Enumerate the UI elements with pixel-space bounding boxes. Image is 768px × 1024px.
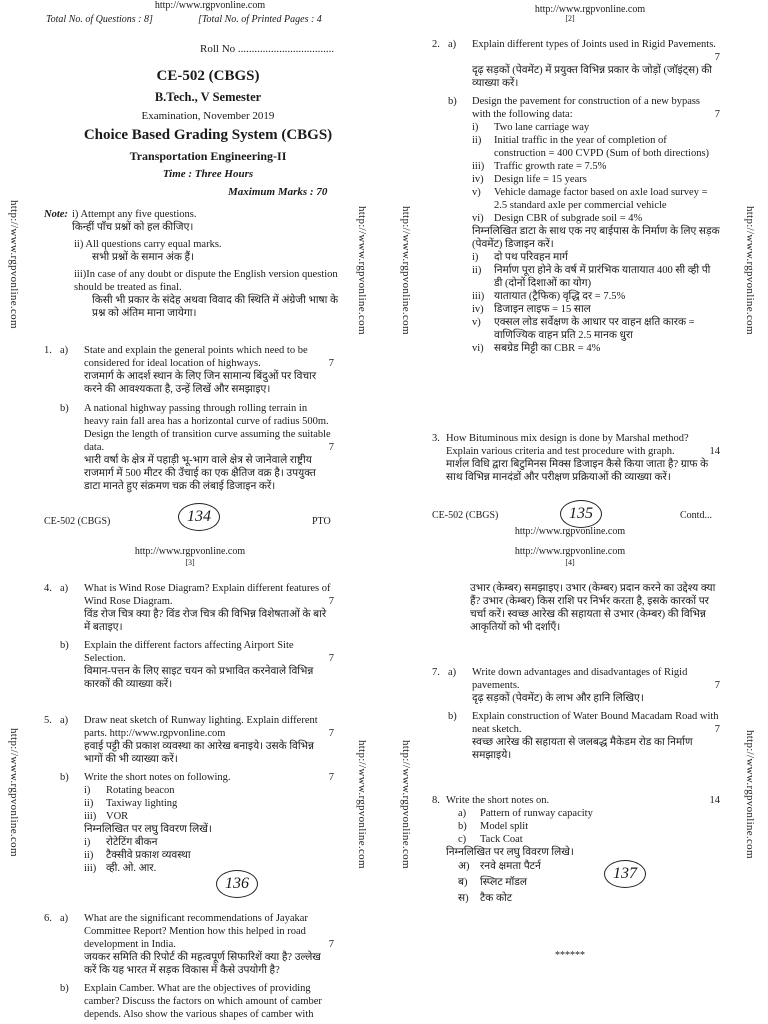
q5a-marks: 7 — [328, 728, 334, 739]
q8-marks: 14 — [709, 795, 720, 806]
q2a-hindi: दृढ़ सड़कों (पेवमेंट) में प्रयुक्त विभिन्न प्रकार के जोड़ों (जॉइंट्स) की व्याख्या करें। — [472, 65, 712, 89]
list-item: v) Vehicle damage factor based on axle load survey = 2.5 standard axle per commercial vehicle — [472, 187, 708, 211]
question-2 — [432, 38, 720, 355]
q2-number: 2. — [432, 39, 440, 50]
subject-title: Transportation Engineering-II — [129, 149, 287, 163]
list-item: ब) स्प्लिट मॉडल — [458, 877, 527, 888]
q7b-marks: 7 — [714, 724, 720, 735]
q5b-hindi-list — [84, 836, 334, 875]
question-8 — [432, 794, 720, 907]
list-item: i) रोटेटिंग बीकन — [84, 837, 158, 848]
side-url: http://www.rgpvonline.com — [744, 206, 756, 335]
page2-number: [2] — [565, 14, 575, 23]
q1b-hindi: भारी वर्षा के क्षेत्र में पहाड़ी भू-भाग वाले क्षेत्र से जानेवाले राष्ट्रीय राजमार्ग में 500 मीटर की उँचाई का एक क्षैतिज वक्र है। उपयुक्त डाटा मानते हुए संक्रमण चक्र की लंबाई डिजाइन करें। — [84, 455, 316, 492]
q1a-text: State and explain the general points which need to be considered for ideal location of highways. — [84, 345, 308, 369]
list-item: ii) Taxiway lighting — [84, 798, 178, 809]
q7a-text: Write down advantages and disadvantages of Rigid pavements. — [472, 667, 688, 691]
q2b-marks: 7 — [714, 109, 720, 120]
question-3 — [432, 432, 720, 484]
handwritten-page-number: 135 — [560, 500, 602, 528]
page4-url: http://www.rgpvonline.com — [514, 546, 626, 557]
q5b-key: b) — [60, 772, 69, 783]
list-item: iii) Traffic growth rate = 7.5% — [472, 161, 607, 172]
q2b-data-list — [472, 121, 720, 225]
q6b-key: b) — [60, 983, 69, 994]
q8-hindi-list — [446, 859, 720, 907]
note-i-hindi: किन्हीं पाँच प्रश्नों को हल कीजिए। — [72, 222, 194, 233]
q4b-hindi: विमान-पत्तन के लिए साइट चयन को प्रभावित करनेवाले विभिन्न कारकों की व्याख्या करें। — [84, 666, 314, 690]
list-item: c) Tack Coat — [458, 834, 523, 845]
q8-number: 8. — [432, 795, 440, 806]
side-url: http://www.rgpvonline.com — [356, 206, 368, 335]
q6a-key: a) — [60, 913, 69, 924]
q7b-key: b) — [448, 711, 457, 722]
list-item: vi) Design CBR of subgrade soil = 4% — [472, 213, 643, 224]
list-item: iv) Design life = 15 years — [472, 174, 587, 185]
q5a-hindi: हवाई पट्टी की प्रकाश व्यवस्था का आरेख बनाइये। उसके विभिन्न भागों की भी व्याख्या करें। — [84, 741, 314, 765]
page3-number: [3] — [185, 558, 195, 567]
question-7 — [432, 666, 720, 762]
q1b-marks: 7 — [328, 442, 334, 453]
roll-no: Roll No ................................... — [200, 43, 335, 55]
total-questions: Total No. of Questions : 8] — [46, 14, 153, 25]
side-url: http://www.rgpvonline.com — [8, 200, 20, 329]
q7a-key: a) — [448, 667, 457, 678]
total-pages: [Total No. of Printed Pages : 4 — [198, 14, 322, 25]
list-item: iii) यातायात (ट्रैफिक) वृद्धि दर = 7.5% — [472, 291, 626, 302]
page1-footer-pto: PTO — [312, 516, 331, 527]
list-item: i) दो पथ परिवहन मार्ग — [472, 252, 568, 263]
q4a-key: a) — [60, 583, 69, 594]
q6b-hindi-continued: उभार (केम्बर) समझाइए। उभार (केम्बर) प्रदान करने का उद्देश्य क्या हैं? उभार (केम्बर) किस राशि पर निर्भर करता है, इसके कारकों पर चर्चा करें। स्वच्छ आरेख की सहायता से उभार (केम्बर) की विभिन्न आकृतियों को भी दर्शाएँ। — [470, 583, 716, 633]
list-item: vi) सबग्रेड मिट्टी का CBR = 4% — [472, 343, 601, 354]
side-url: http://www.rgpvonline.com — [400, 206, 412, 335]
q5b-list — [84, 784, 334, 823]
course-code: CE-502 (CBGS) — [156, 68, 260, 84]
q1-number: 1. — [44, 345, 52, 356]
q1a-hindi: राजमार्ग के आदर्श स्थान के लिए जिन सामान्य बिंदुओं पर विचार करने की आवश्यकता है, उन्हें लिखें और समझाइए। — [84, 371, 317, 395]
note-iii-hindi: किसी भी प्रकार के संदेह अथवा विवाद की स्थिति में अंग्रेजी भाषा के प्रश्न को अंतिम माना जायेगा। — [92, 295, 339, 319]
end-marker: ****** — [555, 950, 585, 961]
list-item: b) Model split — [458, 821, 529, 832]
q5b-marks: 7 — [328, 772, 334, 783]
note-label: Note: — [44, 209, 68, 220]
q8-text: Write the short notes on. — [446, 795, 550, 806]
page2-url: http://www.rgpvonline.com — [534, 4, 646, 15]
q2a-key: a) — [448, 39, 457, 50]
question-4 — [44, 582, 334, 691]
q3-marks: 14 — [709, 446, 720, 457]
side-url: http://www.rgpvonline.com — [400, 740, 412, 869]
q4a-hindi: विंड रोज चित्र क्या है? विंड रोज चित्र की विभिन्न विशेषताओं के बारे में बताइए। — [84, 609, 327, 633]
q2b-hindi-list — [472, 251, 720, 355]
q2a-marks: 7 — [714, 52, 720, 63]
side-url: http://www.rgpvonline.com — [744, 730, 756, 859]
q6a-marks: 7 — [328, 939, 334, 950]
q5b-hindi: निम्नलिखित पर लघु विवरण लिखें। — [84, 824, 212, 835]
note-ii-hindi: सभी प्रश्नों के समान अंक हैं। — [92, 252, 195, 263]
question-1 — [44, 344, 334, 493]
side-url: http://www.rgpvonline.com — [356, 740, 368, 869]
q1b-key: b) — [60, 403, 69, 414]
q2b-text: Design the pavement for construction of a new bypass with the following data: — [472, 96, 701, 120]
q7b-text: Explain construction of Water Bound Macadam Road with neat sketch. — [472, 711, 719, 735]
q1a-key: a) — [60, 345, 69, 356]
q6-number: 6. — [44, 913, 52, 924]
q7-number: 7. — [432, 667, 440, 678]
q3-text: How Bituminous mix design is done by Marshal method? Explain various criteria and test procedure with graph. — [446, 433, 689, 457]
q6b-text: Explain Camber. What are the objectives of providing camber? Discuss the factors on which amount of camber depends. Also show the various shapes of camber with — [84, 983, 322, 1020]
q5b-text: Write the short notes on following. — [84, 772, 231, 783]
list-item: ii) निर्माण पूरा होने के वर्ष में प्रारंभिक यातायात 400 सी व्ही पी डी (दोनों दिशाओं का योग) — [472, 265, 711, 289]
note-i: i) Attempt any five questions. — [72, 209, 197, 220]
q4-number: 4. — [44, 583, 52, 594]
page1-footer-code: CE-502 (CBGS) — [44, 516, 111, 527]
q4b-key: b) — [60, 640, 69, 651]
page2-footer-code: CE-502 (CBGS) — [432, 510, 499, 521]
list-item: i) Two lane carriage way — [472, 122, 590, 133]
page1-url: http://www.rgpvonline.com — [154, 0, 266, 11]
q3-number: 3. — [432, 433, 440, 444]
q2b-key: b) — [448, 96, 457, 107]
q4a-marks: 7 — [328, 596, 334, 607]
list-item: i) Rotating beacon — [84, 785, 175, 796]
list-item: iii) व्ही. ओ. आर. — [84, 863, 157, 874]
q6a-text: What are the significant recommendations of Jayakar Committee Report? Mention how this helped in road development in India. — [84, 913, 308, 950]
q7b-hindi: स्वच्छ आरेख की सहायता से जलबद्ध मैकेडम रोड का निर्माण समझाइये। — [472, 737, 693, 761]
q7a-marks: 7 — [714, 680, 720, 691]
question-6 — [44, 912, 334, 1021]
side-url: http://www.rgpvonline.com — [8, 728, 20, 857]
q7a-hindi: दृढ़ सड़कों (पेवमेंट) के लाभ और हानि लिखिए। — [472, 693, 644, 704]
q1b-text: A national highway passing through rolling terrain in heavy rain fall area has a horizontal curve of radius 500m. Design the length of transition curve assuming the suitable data. — [84, 403, 331, 453]
handwritten-page-number: 134 — [178, 503, 220, 531]
q2b-hindi: निम्नलिखित डाटा के साथ एक नए बाईपास के निर्माण के लिए सड़क (पेवमेंट) डिजाइन करें। — [472, 226, 720, 250]
page4-number: [4] — [565, 558, 575, 567]
course-name: B.Tech., V Semester — [154, 90, 262, 104]
list-item: अ) रनवे क्षमता पैटर्न — [458, 861, 541, 872]
list-item: a) Pattern of runway capacity — [458, 808, 593, 819]
page2-bottom-url: http://www.rgpvonline.com — [514, 526, 626, 537]
q2a-text: Explain different types of Joints used in Rigid Pavements. — [472, 39, 716, 50]
q5a-key: a) — [60, 715, 69, 726]
max-marks: Maximum Marks : 70 — [228, 186, 328, 198]
time-allowed: Time : Three Hours — [162, 168, 254, 180]
list-item: स) टैक कोट — [458, 893, 513, 904]
handwritten-page-number: 137 — [604, 860, 646, 888]
list-item: ii) टैक्सीवे प्रकाश व्यवस्था — [84, 850, 191, 861]
q5-number: 5. — [44, 715, 52, 726]
list-item: iv) डिजाइन लाइफ = 15 साल — [472, 304, 591, 315]
handwritten-page-number: 136 — [216, 870, 258, 898]
list-item: ii) Initial traffic in the year of completion of construction = 400 CVPD (Sum of both directions) — [472, 135, 710, 159]
q8-list — [446, 807, 720, 846]
q8-hindi: निम्नलिखित पर लघु विवरण लिखे। — [446, 847, 574, 858]
q5a-text: Draw neat sketch of Runway lighting. Explain different parts. http://www.rgpvonline.com — [84, 715, 318, 739]
question-5 — [44, 714, 334, 875]
list-item: iii) VOR — [84, 811, 129, 822]
q4b-marks: 7 — [328, 653, 334, 664]
q3-hindi: मार्शल विधि द्वारा बिटुमिनस मिक्स डिजाइन कैसे किया जाता है? ग्राफ के साथ विभिन्न मानदंडों और परीक्षण प्रक्रियाओं की व्याख्या करें। — [446, 459, 709, 483]
q4b-text: Explain the different factors affecting Airport Site Selection. — [84, 640, 294, 664]
q6a-hindi: जयकर समिति की रिपोर्ट की महत्वपूर्ण सिफारिशें क्या है? उल्लेख करें कि यह भारत में सड़क विकास में कैसे उपयोगी है? — [84, 952, 321, 976]
note-iii: iii)In case of any doubt or dispute the English version question should be treated as final. — [74, 269, 338, 293]
note-ii: ii) All questions carry equal marks. — [74, 239, 222, 250]
grading-scheme: Choice Based Grading System (CBGS) — [83, 127, 333, 143]
page2-footer-contd: Contd... — [680, 510, 712, 521]
q4a-text: What is Wind Rose Diagram? Explain different features of Wind Rose Diagram. — [84, 583, 331, 607]
list-item: v) एक्सल लोड सर्वेक्षण के आधार पर वाहन क्षति कारक = वाणिज्यिक वाहन प्रति 2.5 मानक धुरा — [472, 317, 695, 341]
page3-url: http://www.rgpvonline.com — [134, 546, 246, 557]
q1a-marks: 7 — [328, 358, 334, 369]
instructions — [44, 208, 344, 320]
exam-session: Examination, November 2019 — [141, 110, 275, 122]
